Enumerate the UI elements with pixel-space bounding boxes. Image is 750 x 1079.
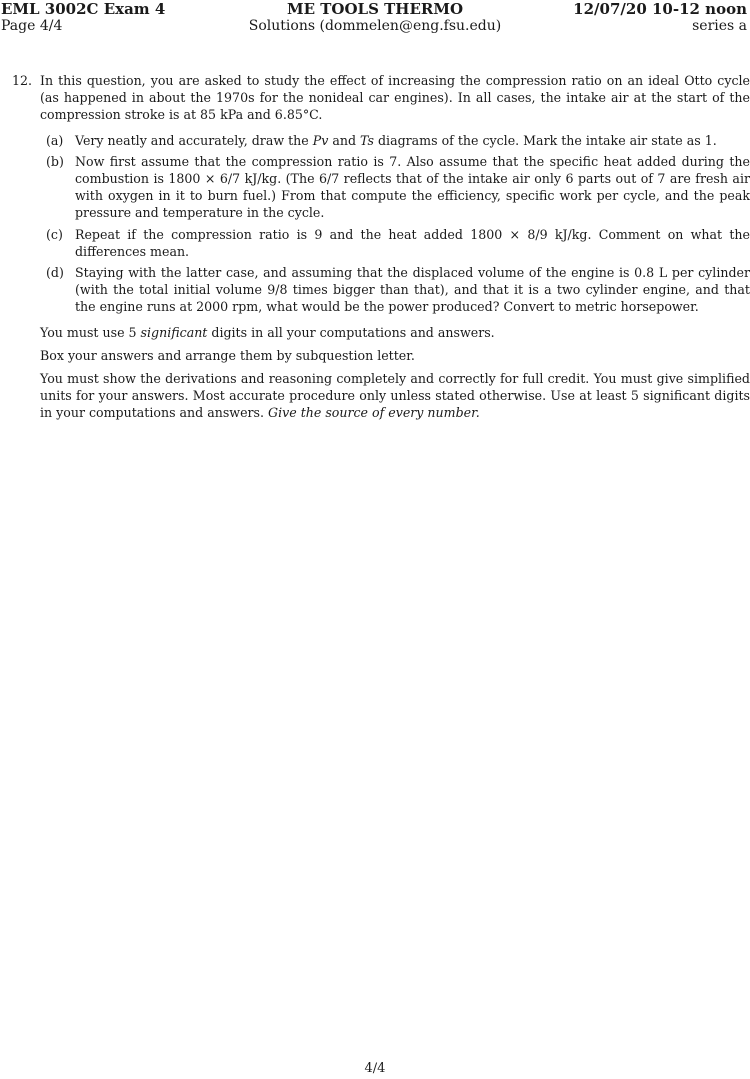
subquestion-text: diagrams of the cycle. Mark the intake air state as 1. xyxy=(373,132,717,148)
source-emphasis: Give the source of every number. xyxy=(268,405,480,421)
page-header xyxy=(0,0,750,42)
subquestion-label: (c) xyxy=(46,226,63,242)
question-number: 12. xyxy=(12,73,33,88)
note-text: You must use 5 xyxy=(40,324,141,340)
emphasis-significant: significant xyxy=(140,324,208,340)
pv-symbol: Pv xyxy=(312,132,329,148)
exam-date: 12/07/20 10-12 noon xyxy=(573,0,747,18)
subquestion-text: Now first assume that the compression ratio is 7. Also assume that the specific heat added during the combustion is 1800 × 6/7 kJ/kg. (The 6/7 reflects that of the intake air only 6 parts out of 7 are fresh air with oxygen in it to burn fuel.) From that compute the efficiency, specific work per cycle, and the peak pressure and temperature in the cycle. xyxy=(75,153,750,221)
ts-symbol: Ts xyxy=(360,132,374,148)
course-code: EML 3002C Exam 4 xyxy=(1,0,166,18)
subquestion-label: (b) xyxy=(46,153,64,169)
solutions-contact: Solutions (dommelen@eng.fsu.edu) xyxy=(248,18,502,34)
header-row-top xyxy=(0,0,750,20)
box-answers-note: Box your answers and arrange them by subquestion letter. xyxy=(40,347,415,363)
subquestion-d xyxy=(40,264,750,316)
subquestion-label: (d) xyxy=(46,265,64,281)
full-credit-note xyxy=(40,370,750,422)
subquestion-text: Staying with the latter case, and assuming that the displaced volume of the engine is 0.8 L per cylinder (with the total initial volume 9/8 times bigger than that), and that it is a two cylinder engine, and that the engine runs at 2000 rpm, what would be the power produced? Convert to metric horsepower. xyxy=(75,265,750,315)
subquestion-label: (a) xyxy=(46,132,64,148)
subquestion-c xyxy=(40,226,750,260)
page-indicator: Page 4/4 xyxy=(1,18,63,34)
subquestion-text: and xyxy=(328,132,361,148)
instructions xyxy=(40,324,750,422)
note-text: digits in all your computations and answers. xyxy=(207,324,495,340)
series-label: series a xyxy=(692,18,747,34)
significant-digits-note xyxy=(40,324,750,341)
subquestion-list xyxy=(40,132,750,316)
subquestion-text: Repeat if the compression ratio is 9 and the heat added 1800 × 8/9 kJ/kg. Comment on what the differences mean. xyxy=(75,226,750,259)
question-intro: In this question, you are asked to study the effect of increasing the compression ratio on an ideal Otto cycle (as happened in about the 1970s for the nonideal car engines). In all cases, the intake air at the start of the compression stroke is at 85 kPa and 6.85°C. xyxy=(40,73,750,123)
note-text: You must show the derivations and reasoning completely and correctly for full credit. You must give simplified units for your answers. Most accurate procedure only unless stated otherwise. Use at least 5 significant digits in your computations and answers. xyxy=(40,371,750,421)
question-12 xyxy=(12,72,750,428)
subquestion-a xyxy=(40,132,750,149)
header-row-bottom xyxy=(0,18,750,38)
page-footer-number: 4/4 xyxy=(364,1061,386,1076)
question-body xyxy=(40,72,750,422)
subquestion-b xyxy=(40,153,750,222)
subquestion-text: Very neatly and accurately, draw the xyxy=(75,132,313,148)
exam-title: ME TOOLS THERMO xyxy=(286,0,464,18)
